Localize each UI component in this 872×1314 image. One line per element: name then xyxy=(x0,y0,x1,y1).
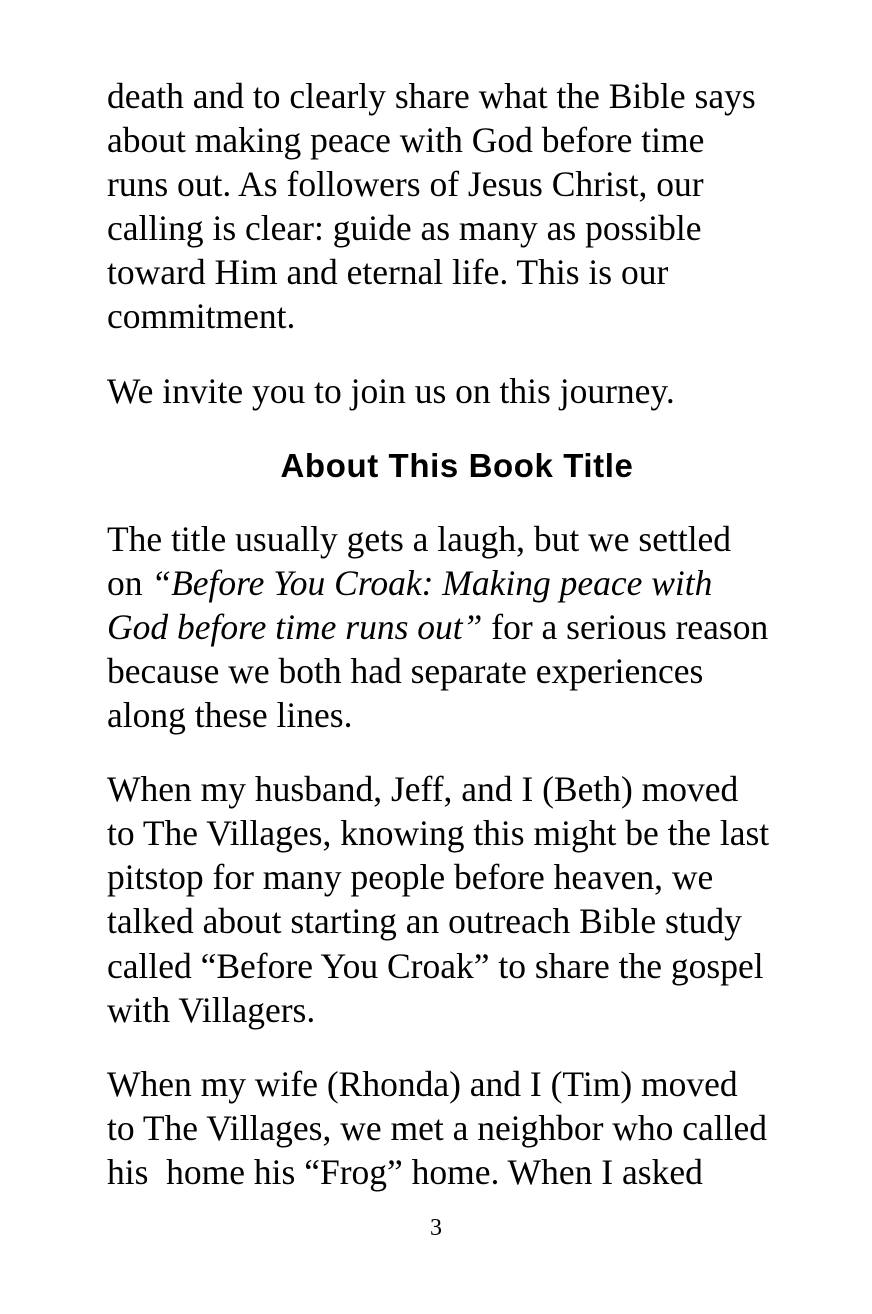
paragraph-commitment xyxy=(107,74,807,339)
text-line: with Villagers. xyxy=(107,989,316,1030)
text-line: talked about starting an outreach Bible study xyxy=(107,901,742,942)
text-line xyxy=(107,561,807,605)
text-line: his home his “Frog” home. When I asked xyxy=(107,1151,703,1192)
text-line: We invite you to join us on this journey. xyxy=(107,370,675,411)
text-line: to The Villages, we met a neighbor who called xyxy=(107,1107,768,1148)
text-line: toward Him and eternal life. This is our xyxy=(107,252,669,293)
text-segment: on xyxy=(107,562,152,603)
text-line: about making peace with God before time xyxy=(107,120,705,161)
paragraph-tim-story xyxy=(107,1062,807,1194)
text-line: calling is clear: guide as many as possible xyxy=(107,208,702,249)
paragraph-invitation xyxy=(107,369,807,413)
text-segment: for a serious reason xyxy=(482,606,769,647)
book-title-italic: God before time runs out” xyxy=(107,606,483,647)
text-line: The title usually gets a laugh, but we settled xyxy=(107,518,732,559)
text-line: because we both had separate experiences xyxy=(107,650,704,691)
text-line: When my husband, Jeff, and I (Beth) moved xyxy=(107,769,739,810)
text-line: commitment. xyxy=(107,296,296,337)
page-body xyxy=(107,74,807,1194)
book-title-italic: “Before You Croak: Making peace with xyxy=(151,562,713,603)
page-number: 3 xyxy=(430,1215,442,1241)
text-line: death and to clearly share what the Bible says xyxy=(107,76,756,116)
section-heading: About This Book Title xyxy=(280,446,634,484)
text-line: pitstop for many people before heaven, we xyxy=(107,857,714,898)
text-line: along these lines. xyxy=(107,695,353,736)
text-line: When my wife (Rhonda) and I (Tim) moved xyxy=(107,1063,738,1104)
paragraph-title-reason xyxy=(107,517,807,737)
text-line: to The Villages, knowing this might be the last xyxy=(107,813,770,854)
text-line: called “Before You Croak” to share the gospel xyxy=(107,945,764,986)
paragraph-beth-story xyxy=(107,767,807,1032)
text-line xyxy=(107,605,807,649)
text-line: runs out. As followers of Jesus Christ, our xyxy=(107,164,704,205)
